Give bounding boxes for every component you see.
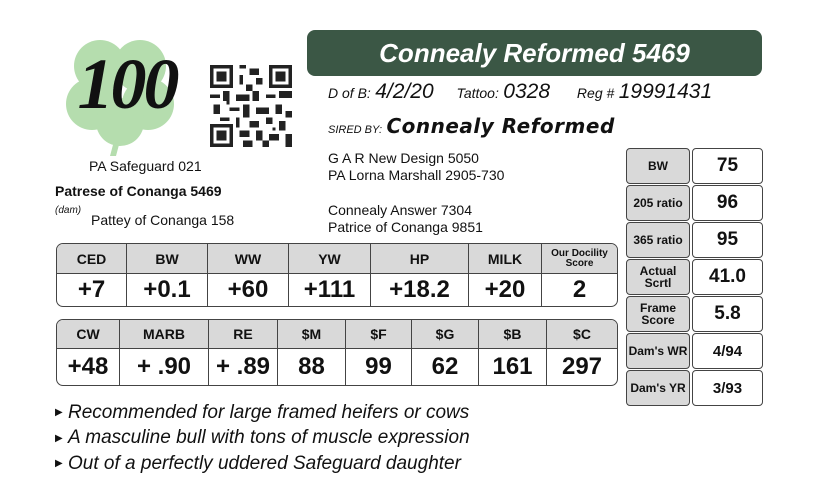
epd-value-re: + .89	[209, 349, 278, 385]
registration-label: Reg #	[576, 85, 615, 101]
epd-header-f: $F	[346, 320, 412, 348]
performance-value-205-ratio: 96	[692, 185, 763, 221]
lot-number: 100	[77, 44, 177, 124]
performance-row	[626, 185, 763, 221]
animal-name-banner: Connealy Reformed 5469	[307, 30, 762, 76]
performance-label-bw: BW	[626, 148, 690, 184]
epd-value-ww: +60	[208, 274, 289, 306]
epd-header-marb: MARB	[120, 320, 209, 348]
performance-row	[626, 148, 763, 184]
epd-header-hp: HP	[371, 244, 469, 273]
performance-table	[626, 148, 763, 407]
epd-value-f: 99	[346, 349, 412, 385]
performance-row	[626, 370, 763, 406]
triangle-bullet-icon: ▶	[55, 432, 63, 444]
sire-label: SIRED BY:	[328, 124, 382, 136]
epd-header-m: $M	[278, 320, 346, 348]
remarks-list	[55, 400, 470, 476]
performance-row	[626, 222, 763, 258]
epd-value-g: 62	[412, 349, 479, 385]
performance-row	[626, 333, 763, 369]
performance-row	[626, 296, 763, 332]
tattoo-label: Tattoo:	[456, 85, 499, 101]
epd-value-marb: + .90	[120, 349, 209, 385]
epd-value-hp: +18.2	[371, 274, 469, 306]
remark-text: Recommended for large framed heifers or cows	[68, 402, 470, 423]
qr-code-icon[interactable]	[210, 65, 292, 147]
registration-number: 19991431	[618, 80, 713, 103]
epd-value-c: 297	[561, 353, 603, 380]
epd-header-docility: Our Docility Score	[551, 247, 608, 269]
epd-value-docility: 2	[572, 276, 587, 303]
performance-value-dams-wr: 4/94	[692, 333, 763, 369]
performance-label-dams-wr: Dam's WR	[626, 333, 690, 369]
list-item	[55, 400, 470, 425]
triangle-bullet-icon: ▶	[55, 458, 63, 470]
dam-dam: Pattey of Conanga 158	[91, 212, 235, 228]
epd-header-bw: BW	[127, 244, 208, 273]
performance-label-scrotal: Actual Scrtl	[626, 259, 690, 295]
sire-dam-sire: Connealy Answer 7304	[328, 202, 472, 218]
performance-value-scrotal: 41.0	[692, 259, 763, 295]
epd-header-cw: CW	[57, 320, 120, 348]
sire-name: Connealy Reformed	[386, 114, 615, 138]
dam-name: Patrese of Conanga 5469	[55, 183, 222, 199]
performance-value-365-ratio: 95	[692, 222, 763, 258]
epd-value-milk: +20	[469, 274, 542, 306]
birth-date: 4/2/20	[375, 80, 434, 103]
epd-table-1	[56, 243, 618, 307]
performance-value-dams-yr: 3/93	[692, 370, 763, 406]
remark-text: Out of a perfectly uddered Safeguard daughter	[68, 452, 461, 474]
performance-label-frame-score: Frame Score	[626, 296, 690, 332]
epd-table-2-header	[57, 320, 617, 348]
dam-sire: PA Safeguard 021	[89, 158, 202, 174]
epd-header-ww: WW	[208, 244, 289, 273]
list-item	[55, 425, 470, 450]
epd-header-milk: MILK	[469, 244, 542, 273]
epd-header-b: $B	[479, 320, 547, 348]
sire-row	[328, 114, 615, 138]
performance-value-bw: 75	[692, 148, 763, 184]
epd-table-2	[56, 319, 618, 386]
tattoo-value: 0328	[503, 80, 551, 103]
performance-label-365-ratio: 365 ratio	[626, 222, 690, 258]
epd-value-ced: +7	[57, 274, 127, 306]
remark-text: A masculine bull with tons of muscle expression	[68, 427, 470, 449]
epd-table-1-header	[57, 244, 617, 273]
epd-header-g: $G	[412, 320, 479, 348]
triangle-bullet-icon: ▶	[55, 407, 63, 419]
epd-value-b: 161	[479, 349, 547, 385]
epd-table-2-values	[57, 348, 617, 385]
birth-info-row	[328, 80, 712, 104]
epd-value-cw: +48	[57, 349, 120, 385]
performance-row	[626, 259, 763, 295]
epd-table-1-values	[57, 273, 617, 306]
epd-header-c: $C	[573, 326, 591, 342]
birth-label: D of B:	[328, 85, 371, 101]
epd-value-m: 88	[278, 349, 346, 385]
epd-header-ced: CED	[57, 244, 127, 273]
epd-header-yw: YW	[289, 244, 371, 273]
dam-tag: (dam)	[55, 205, 82, 216]
sire-sire: G A R New Design 5050	[328, 150, 479, 166]
performance-label-dams-yr: Dam's YR	[626, 370, 690, 406]
list-item	[55, 451, 470, 476]
epd-value-bw: +0.1	[127, 274, 208, 306]
sire-dam-dam: Patrice of Conanga 9851	[328, 219, 483, 235]
sire-dam: PA Lorna Marshall 2905-730	[328, 167, 505, 183]
epd-header-re: RE	[209, 320, 278, 348]
performance-label-205-ratio: 205 ratio	[626, 185, 690, 221]
epd-value-yw: +111	[289, 274, 371, 306]
performance-value-frame-score: 5.8	[692, 296, 763, 332]
